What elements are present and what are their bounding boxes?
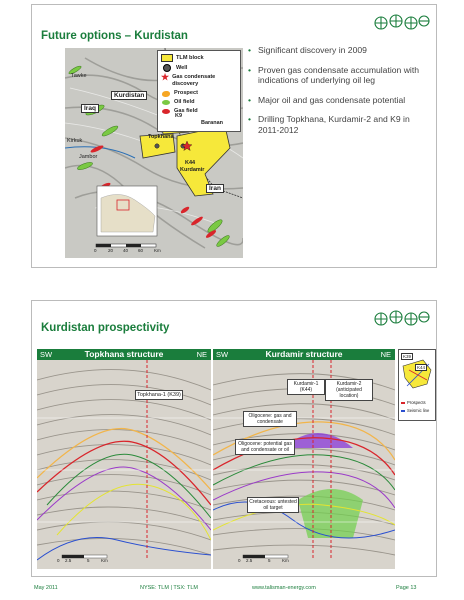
map-scale-labels: 0 20 40 60 Km <box>94 248 161 253</box>
location-inset <box>398 349 436 421</box>
label-iraq: Iraq <box>81 104 99 113</box>
panel-header: SW Kurdamir structure NE <box>213 349 395 360</box>
callout-topkhana-1: Topkhana-1 (K39) <box>135 390 183 400</box>
callout-kurdamir-2: Kurdamir-2 (anticipated location) <box>325 379 373 401</box>
inset-label-k39: K39 <box>403 354 412 359</box>
kurdistan-map <box>65 48 243 258</box>
slide-title: Future options – Kurdistan <box>41 30 188 42</box>
legend-item-oil-field: Oil field <box>161 99 237 106</box>
panel-header: SW Topkhana structure NE <box>37 349 211 360</box>
label-iran: Iran <box>206 184 224 193</box>
seismic-line-icon <box>401 410 405 412</box>
bullet-item: • Drilling Topkhana, Kurdamir-2 and K9 in 2011-2012 <box>248 114 433 135</box>
prospect-icon <box>162 91 170 97</box>
label-tawke: Tawke <box>71 73 87 79</box>
scale-right: 0 2.5 5 Km <box>238 558 289 563</box>
seismic-panel-topkhana <box>37 349 211 569</box>
well-icon <box>163 64 171 72</box>
footer-date: May 2011 <box>34 585 58 591</box>
seismic-section-left <box>37 360 211 569</box>
legend-item-discovery: ★ Gas condensate discovery <box>161 72 216 87</box>
label-kurdamir: Kurdamir <box>180 167 205 173</box>
label-k9: K9 <box>175 113 183 119</box>
legend-item-tlm-block: TLM block <box>161 54 237 62</box>
footer-ticker: NYSE: TLM | TSX: TLM <box>140 585 198 591</box>
tlm-block-swatch-icon <box>161 54 173 62</box>
footer-website[interactable]: www.talisman-energy.com <box>252 585 316 591</box>
callout-kurdamir-1: Kurdamir-1 (K44) <box>287 379 325 395</box>
bullet-item: • Major oil and gas condensate potential <box>248 95 433 106</box>
slide-future-options <box>31 4 437 268</box>
bullet-item: • Significant discovery in 2009 <box>248 45 433 56</box>
label-oligocene-potential: Oligocene: potential gas and condensate or oil <box>235 439 295 455</box>
label-kirkuk: Kirkuk <box>67 138 83 144</box>
star-icon: ★ <box>161 72 170 82</box>
label-topkhana: Topkhana <box>148 134 174 140</box>
globe-logo-icon <box>372 305 430 331</box>
globe-logo-icon <box>372 9 430 35</box>
slide-kurdistan-prospectivity <box>31 300 437 577</box>
label-kurdistan: Kurdistan <box>111 91 147 100</box>
bullet-list <box>248 45 433 144</box>
label-oligocene-gas: Oligocene: gas and condensate <box>243 411 297 427</box>
oil-field-icon <box>162 100 170 105</box>
label-jambor: Jambor <box>79 154 98 160</box>
map-legend <box>157 50 241 132</box>
label-cretaceous: Cretaceous: untested oil target <box>247 497 299 513</box>
inset-legend-prospects: Prospects <box>401 400 426 405</box>
legend-item-prospect: Prospect <box>161 90 237 97</box>
legend-item-well: Well <box>161 64 237 72</box>
slide-title: Kurdistan prospectivity <box>41 322 170 334</box>
inset-label-k44: K44 <box>417 365 426 370</box>
bullet-item: • Proven gas condensate accumulation with indications of underlying oil leg <box>248 65 433 86</box>
prospect-line-icon <box>401 402 405 404</box>
legend-item-gas-field: Gas field <box>161 108 237 115</box>
scale-left: 0 2.5 5 Km <box>57 558 108 563</box>
label-k44: K44 <box>185 160 196 166</box>
footer-page-number: Page 13 <box>396 585 417 591</box>
gas-field-icon <box>162 109 170 114</box>
label-baranan: Baranan <box>201 120 224 126</box>
inset-legend-seismic: Seismic line <box>401 408 429 413</box>
seismic-panel-kurdamir <box>213 349 395 569</box>
